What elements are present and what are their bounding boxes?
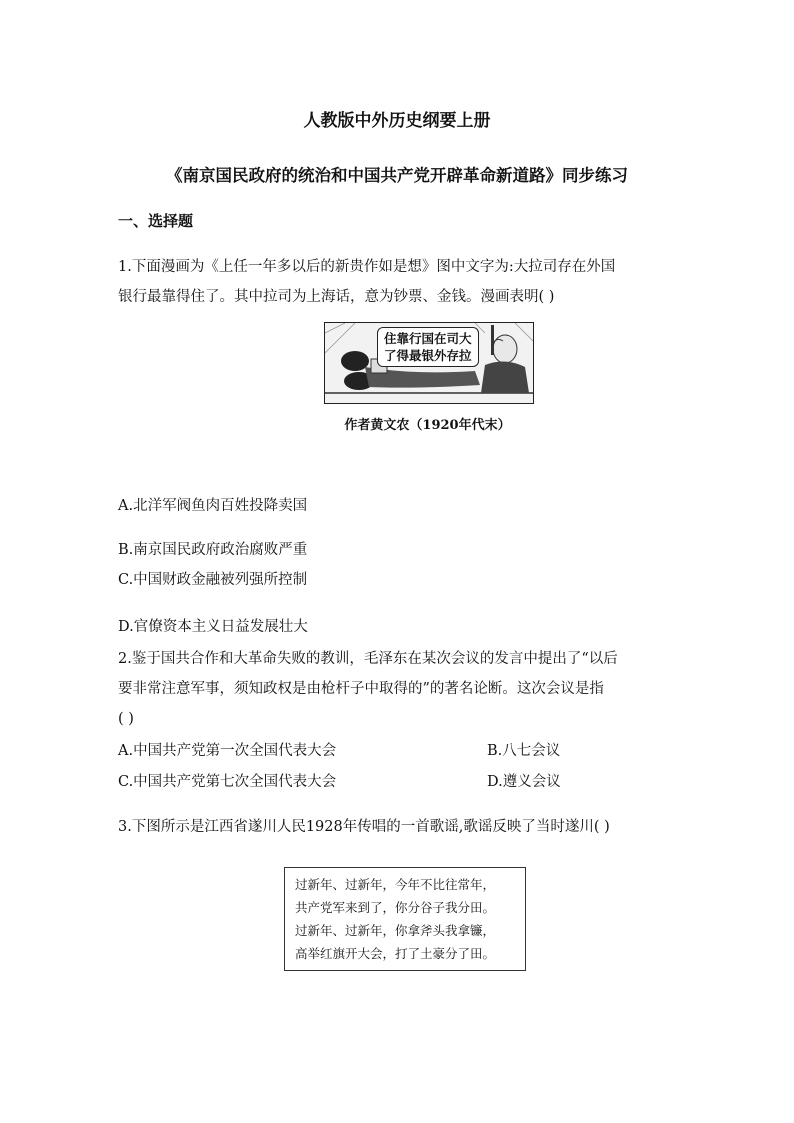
poem-line: 高举红旗开大会，打了土豪分了田。 <box>295 946 496 961</box>
question-1-option-a: A.北洋军阀鱼肉百姓投降卖国 <box>118 498 308 514</box>
section-heading-choice: 一、选择题 <box>118 212 194 230</box>
question-1-stem-line-2: 银行最靠得住了。其中拉司为上海话，意为钞票、金钱。漫画表明( ) <box>118 289 555 305</box>
cartoon-image <box>324 322 534 404</box>
question-2-stem-line-3: ( ) <box>118 711 134 727</box>
poem-line: 共产党军来到了，你分谷子我分田。 <box>295 900 496 915</box>
question-2-option-c: C.中国共产党第七次全国代表大会 <box>118 774 337 790</box>
document-subtitle: 《南京国民政府的统治和中国共产党开辟革命新道路》同步练习 <box>166 166 628 185</box>
question-3-stem: 3.下图所示是江西省遂川人民1928年传唱的一首歌谣,歌谣反映了当时遂川( ) <box>118 819 610 835</box>
question-1-stem-line-1: 1.下面漫画为《上任一年多以后的新贵作如是想》图中文字为:大拉司存在外国 <box>118 259 616 275</box>
question-2-option-d: D.遵义会议 <box>487 774 561 790</box>
question-1-option-d: D.官僚资本主义日益发展壮大 <box>118 619 308 635</box>
cartoon-caption: 作者黄文农（1920年代末） <box>344 418 511 433</box>
question-1-option-b: B.南京国民政府政治腐败严重 <box>118 542 308 558</box>
question-2-option-b: B.八七会议 <box>487 743 561 759</box>
document-title: 人教版中外历史纲要上册 <box>303 111 491 131</box>
question-2-stem-line-2: 要非常注意军事，须知政权是由枪杆子中取得的”的著名论断。这次会议是指 <box>118 681 604 697</box>
bubble-line-1: 住靠行国在司大 <box>384 331 472 346</box>
poem-line: 过新年、过新年，今年不比往常年， <box>295 877 496 892</box>
poem-line: 过新年、过新年，你拿斧头我拿镰， <box>295 923 496 938</box>
question-1-option-c: C.中国财政金融被列强所控制 <box>118 572 308 588</box>
cartoon-speech-bubble <box>377 327 479 367</box>
question-2-option-a: A.中国共产党第一次全国代表大会 <box>118 743 337 759</box>
bubble-line-2: 了得最银外存拉 <box>384 348 472 363</box>
question-2-stem-line-1: 2.鉴于国共合作和大革命失败的教训，毛泽东在某次会议的发言中提出了“以后 <box>118 651 618 667</box>
folk-song-box <box>284 867 526 971</box>
